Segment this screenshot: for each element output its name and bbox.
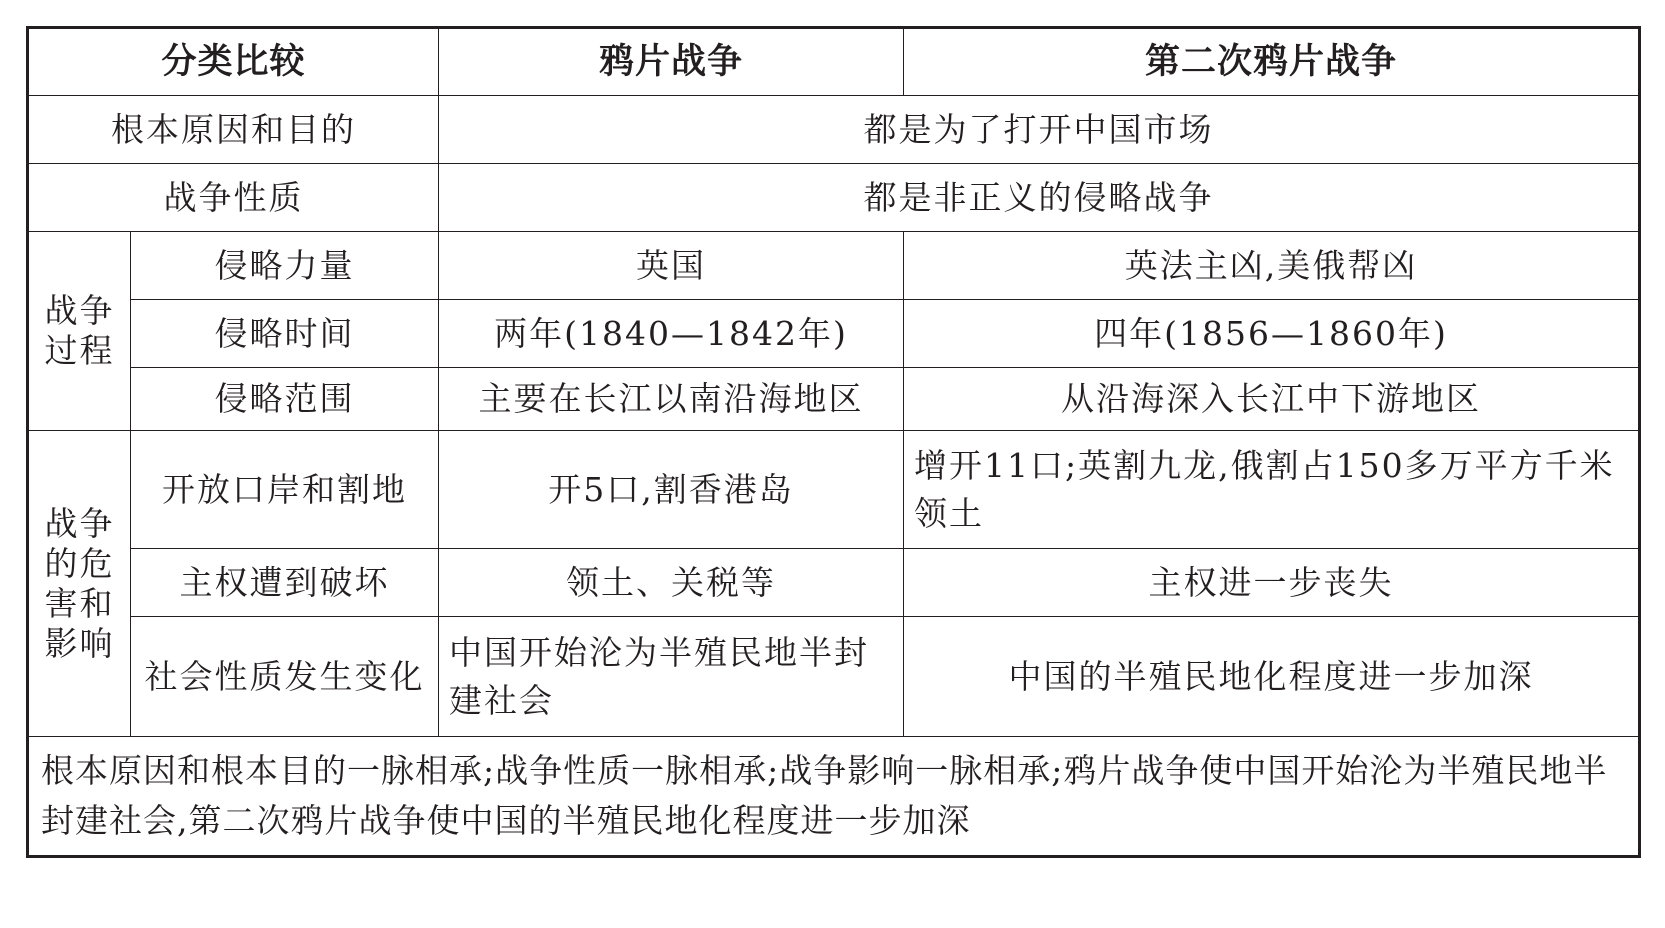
table-row [28,431,1640,549]
cell-opium2-force: 英法主凶,美俄帮凶 [904,232,1640,300]
row-value-cause: 都是为了打开中国市场 [439,96,1640,164]
cell-opium1-sovereignty: 领土、关税等 [439,549,904,617]
comparison-table-container [26,26,1638,858]
cell-opium1-society: 中国开始沦为半殖民地半封建社会 [439,617,904,737]
header-row [28,28,1640,96]
group-label-impact [28,431,131,737]
table-row [28,164,1640,232]
table-row [28,96,1640,164]
table-row [28,617,1640,737]
table-row [28,232,1640,300]
opium-wars-comparison-table [26,26,1641,858]
cell-opium1-time: 两年(1840—1842年) [439,300,904,368]
row-value-nature: 都是非正义的侵略战争 [439,164,1640,232]
cell-opium1-ports: 开5口,割香港岛 [439,431,904,549]
row-label-force: 侵略力量 [131,232,439,300]
summary-text: 根本原因和根本目的一脉相承;战争性质一脉相承;战争影响一脉相承;鸦片战争使中国开始沦为半殖民地半封建社会,第二次鸦片战争使中国的半殖民地化程度进一步加深 [28,737,1640,857]
cell-opium2-scope: 从沿海深入长江中下游地区 [904,368,1640,431]
cell-opium1-force: 英国 [439,232,904,300]
cell-opium2-sovereignty: 主权进一步丧失 [904,549,1640,617]
header-category: 分类比较 [28,28,439,96]
row-label-nature: 战争性质 [28,164,439,232]
table-row [28,549,1640,617]
cell-opium2-society: 中国的半殖民地化程度进一步加深 [904,617,1640,737]
row-label-ports: 开放口岸和割地 [131,431,439,549]
cell-opium1-scope: 主要在长江以南沿海地区 [439,368,904,431]
table-row [28,300,1640,368]
summary-row [28,737,1640,857]
table-row [28,368,1640,431]
group-label-process [28,232,131,431]
row-label-time: 侵略时间 [131,300,439,368]
row-label-sovereignty: 主权遭到破坏 [131,549,439,617]
group-label-process-text: 战争过程 [44,291,115,370]
header-second-opium-war: 第二次鸦片战争 [904,28,1640,96]
cell-opium2-ports: 增开11口;英割九龙,俄割占150多万平方千米领土 [904,431,1640,549]
row-label-cause: 根本原因和目的 [28,96,439,164]
cell-opium2-time: 四年(1856—1860年) [904,300,1640,368]
row-label-society: 社会性质发生变化 [131,617,439,737]
row-label-scope: 侵略范围 [131,368,439,431]
group-label-impact-text: 战争的危害和影响 [44,503,115,663]
header-opium-war: 鸦片战争 [439,28,904,96]
